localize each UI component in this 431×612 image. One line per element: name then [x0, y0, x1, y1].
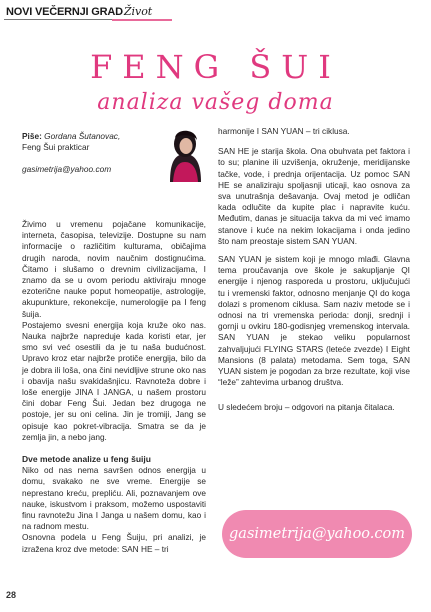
author-label: Piše: [22, 131, 42, 141]
paragraph: SAN YUAN je sistem koji je mnogo mlađi. Glavna tema proučavanja ove škole je sakupljanje QI energije i njenog rasporeda u prostoru, uključujući tu i vremenski faktor, odnosno menjanje QI do koga dolazi s promenom ciklusa. Sam naziv metode se i odnosi na tri vremenska perioda: donji, srednji i gornji u ovkiru 180-godisnjeg vremenskog intervala. SAN YUAN je stekao veliku popularnost zahvaljujući FLYING STARS (leteće zvezde) I Eight Mansions (8 palata) metodama. Sem toga, SAN YUAN sistem je pogodan za brze rezultate, koji vise “leže” zahtevima urbanog društva. [218, 254, 410, 388]
paragraph: SAN HE je starija škola. Ona obuhvata pet faktora i to su; planine ili uzvišenja, okruženje, meridijanske tačke, vode, i prednja orijentacija. Uz pomoc SAN HE se analiziraju spoljasnji uticaji, kao osnova za sva unutrašnja dešavanja. Ovaj metod je odličan kada odlučite da kupite plac i napravite kuću. Međutim, danas je situacija takva da mi već imamo stanove i kuće na nekim lokacijama i onda jedino što nam preostaje sistem SAN YUAN. [218, 146, 410, 246]
paragraph: Osnovna podela u Feng Šuiju, pri analizi, je izražena kroz dve metode: SAN HE – tri [22, 532, 206, 554]
paragraph: Niko od nas nema savršen odnos energija u domu, svakako ne sve vreme. Energije se neprestano kreću, prepliću. Ali, poznavanjem ove nauke, iskustvom i praksom, možemo uspostaviti finu ravnotežu Jina I Janga u našem domu, kao i na radnom mestu. [22, 465, 206, 532]
author-name: Gordana Šutanovac, [44, 131, 121, 141]
section-subheading: Dve metode analize u feng šuiju [22, 454, 151, 465]
header-accent-bar [112, 19, 172, 21]
author-email[interactable]: gasimetrija@yahoo.com [22, 164, 112, 175]
article-subtitle: analiza vašeg doma [97, 90, 334, 115]
author-photo-image [164, 124, 206, 182]
paragraph: Postajemo svesni energija koja kruže oko nas. Nauka najbrže napreduje kada koristi etar, jer smo svi već osestili da je tu naša budućnost. Upravo kroz etar najbrže protiče energija, bilo da je dobra ili loša, ona čini nevidljive strune oko nas i obavija našu svakidašnjicu. Ravnoteža dobre i loše energije JINA I JANGA, u našem prostoru čini dobar Feng Šui. Jedan bez drugoga ne postoje, jer su oni celina. Jin je tromiji, Jang se opisuje kao pokret-vibracija. Smatra se da je zemlja jin, a nebo jang. [22, 319, 206, 442]
magazine-section: Život [123, 5, 153, 18]
article-title: FENG ŠUI [90, 48, 341, 86]
callout-email-text[interactable]: gasimetrija@yahoo.com [229, 526, 405, 542]
author-block [22, 131, 182, 176]
paragraph: Živimo u vremenu pojačane komunikacije, interneta, časopisa, televizije. Dostupne su nam informacije o različitim kulturama, običajima drugih naroda, novim naučnim dostignućima. Čitamo i slušamo o drevnim civilizacijama, I znamo da se u ovom periodu aktiviraju mnoge ezoterične nauke poput homeopatije, astrologije, akupunkture, rekonekcije, numerologije pa I feng šuija. [22, 219, 206, 319]
next-issue-note: U sledećem broju – odgovori na pitanja čitalaca. [218, 402, 395, 413]
author-photo [164, 124, 206, 182]
magazine-brand: NOVI VEČERNJI GRAD [6, 6, 123, 18]
paragraph: harmonije I SAN YUAN – tri ciklusa. [218, 126, 350, 136]
page-number: 28 [6, 590, 17, 600]
email-callout[interactable] [222, 510, 412, 558]
right-column [218, 126, 410, 421]
left-column [22, 219, 206, 555]
author-role: Feng Šui prakticar [22, 142, 90, 153]
